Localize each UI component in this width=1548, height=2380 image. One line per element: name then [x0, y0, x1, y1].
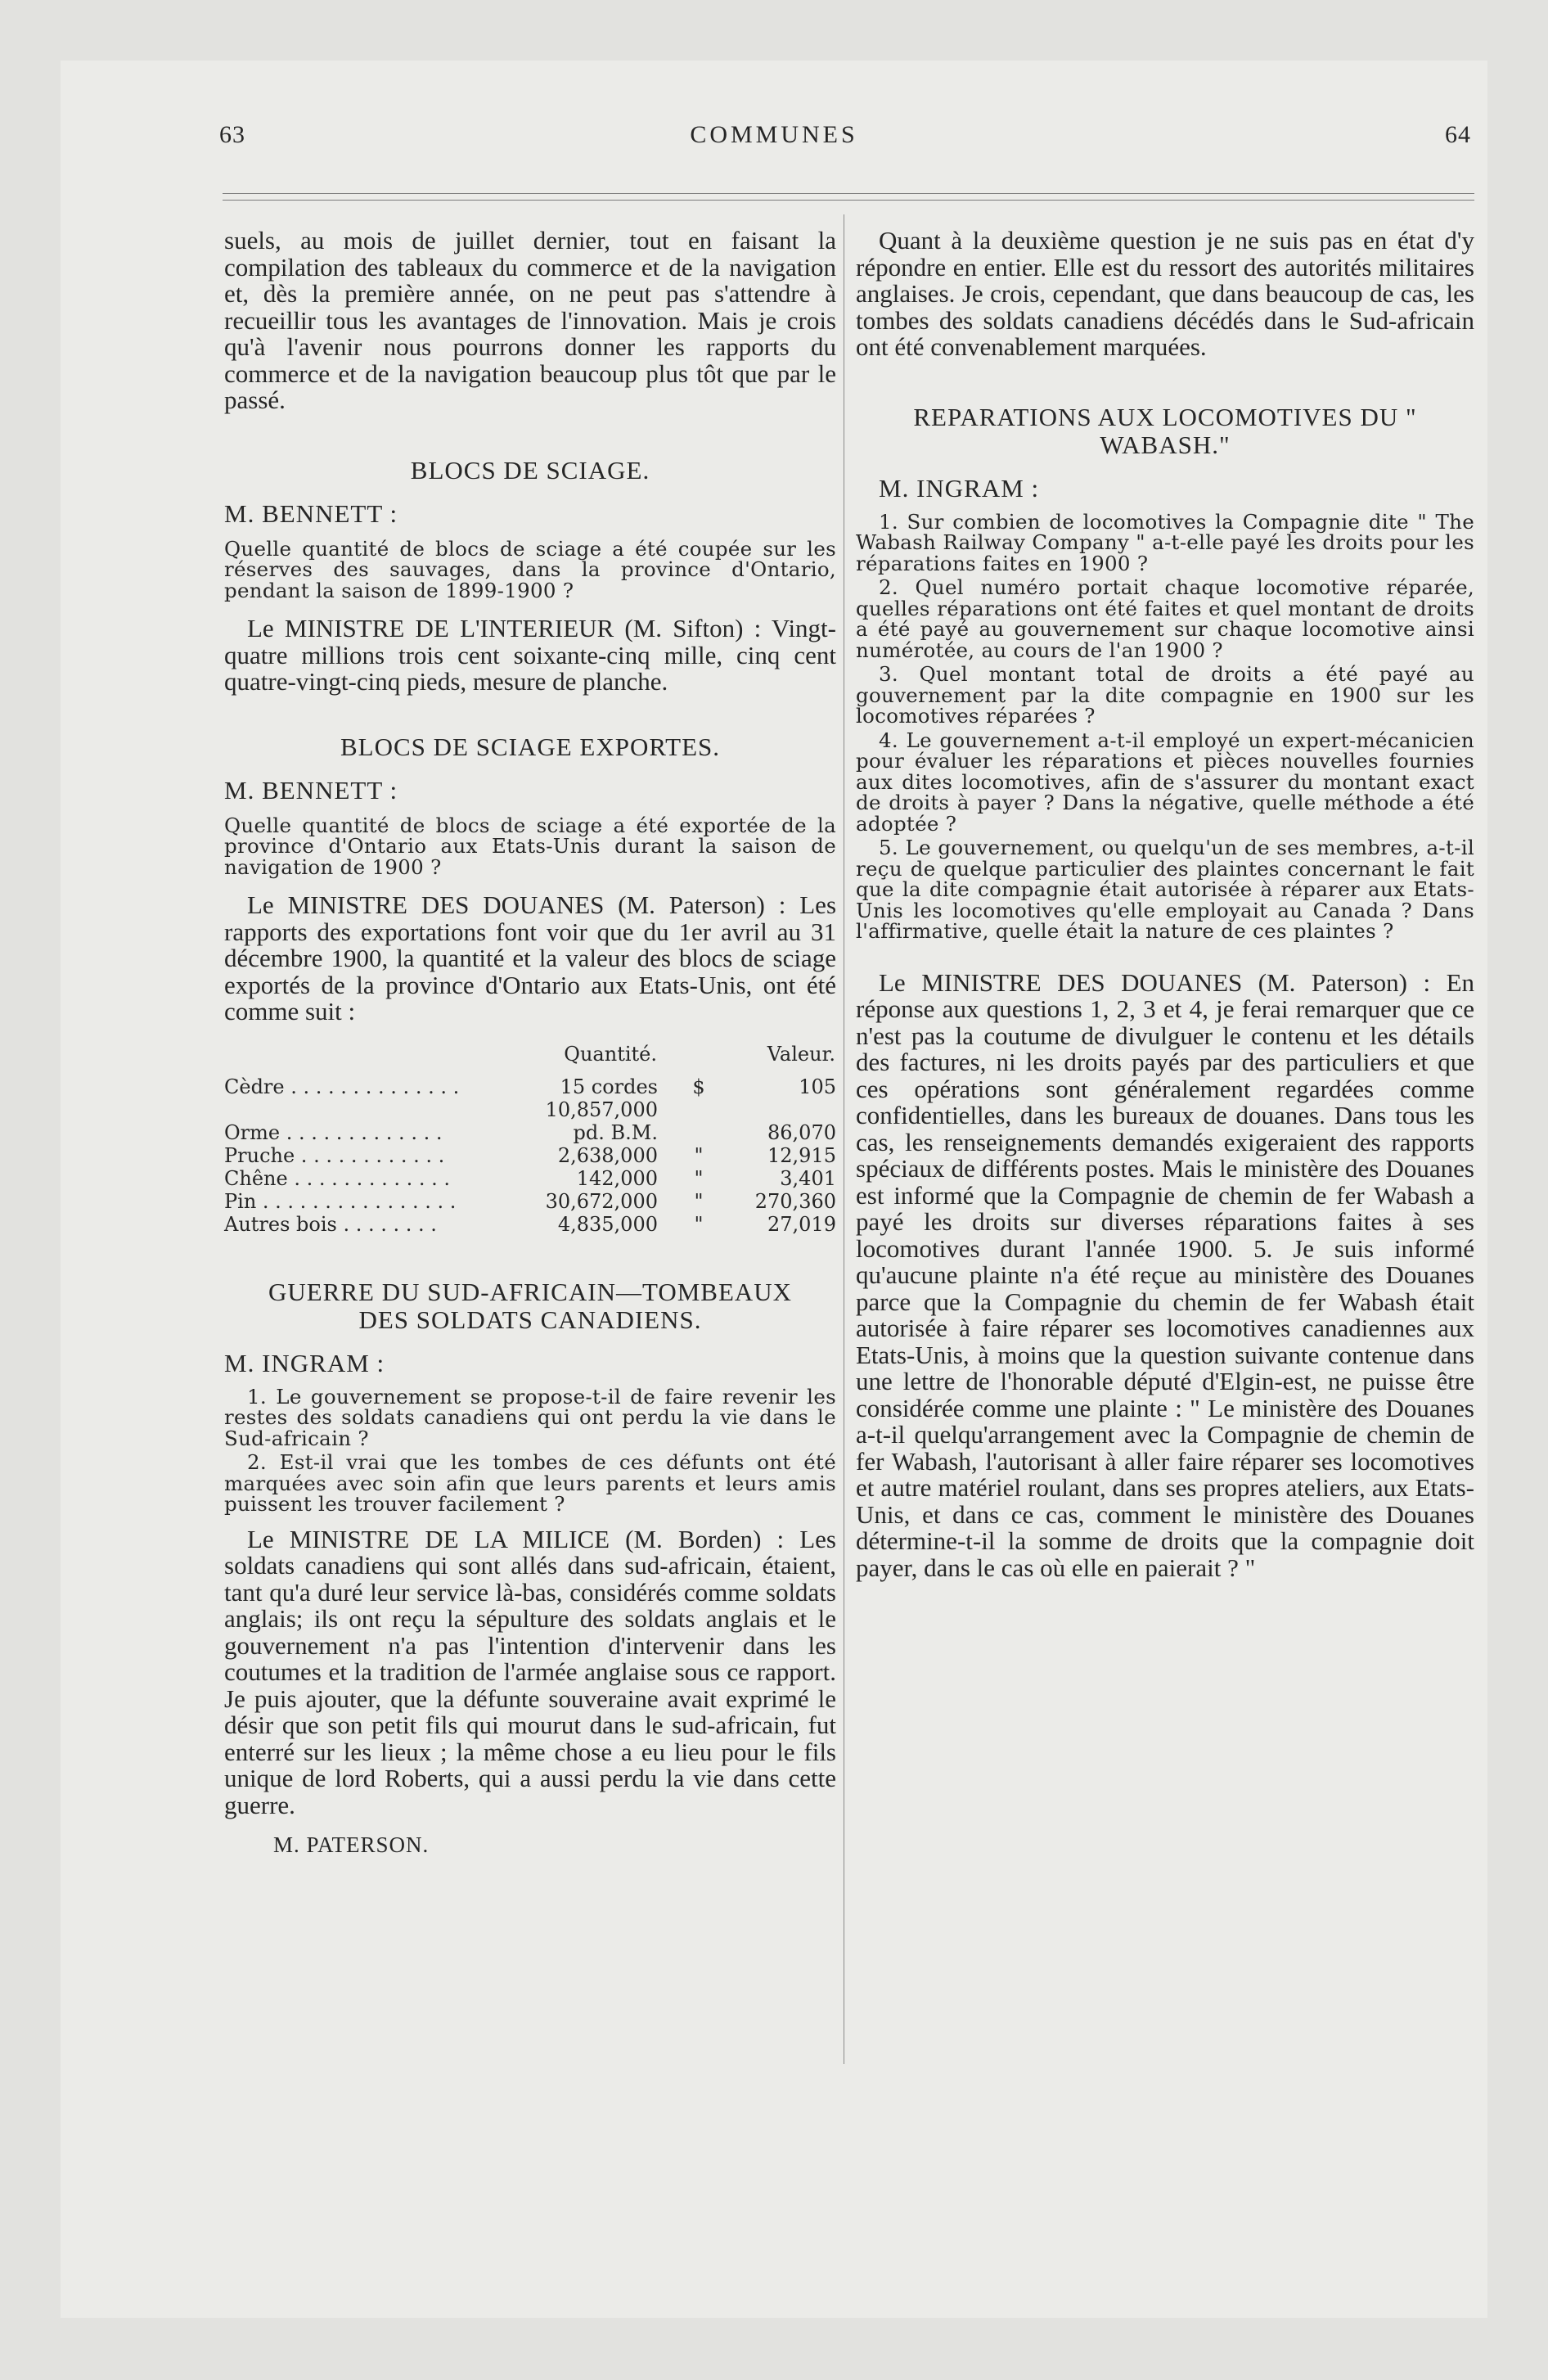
row-name: Autres bois . . . . . . . .	[224, 1212, 437, 1236]
right-column	[856, 228, 1474, 1581]
minister-name: Le MINISTRE DE L'INTERIEUR (M. Sifton) :	[247, 614, 762, 642]
answer-paragraph	[856, 967, 1475, 1582]
row-name: Cèdre . . . . . . . . . . . . . .	[224, 1075, 460, 1098]
header-rule-bottom	[223, 200, 1474, 201]
table-header-row	[224, 1042, 836, 1075]
answer-text: Les soldats canadiens qui sont allés dans sud-africain, étaient, tant qu'a duré leur service là-bas, considérés comme soldats anglais; ils ont reçu la sépulture des soldats anglais et le gouvernement n'a pas l'intention d'intervenir dans les coutumes et la tradition de l'armée anglaise sous ce rapport. Je puis ajouter, que la défunte souveraine avait exprimé le désir que son petit fils qui mourut dans le sud-africain, fut enterré sur les lieux ; la même chose a eu lieu pour le fils unique de lord Roberts, qui a aussi perdu la vie dans cette guerre.	[224, 1524, 836, 1819]
question-1: 1. Sur combien de locomotives la Compagnie dite " The Wabash Railway Company " a-t-elle payé les droits pour les réparations faites en 1900 ?	[856, 509, 1474, 575]
row-symbol: "	[694, 1143, 704, 1167]
row-symbol: "	[694, 1189, 704, 1213]
row-name: Pruche . . . . . . . . . . . .	[224, 1143, 445, 1167]
left-intro-paragraph: suels, au mois de juillet dernier, tout en faisant la compilation des tableaux du commerce et de la navigation et, dès la première année, on ne peut pas s'attendre à recueillir tous les avantages de l'innovation. Mais je crois qu'à l'avenir nous pourrons donner les rapports du commerce et de la navigation beaucoup plus tôt que par le passé.	[224, 226, 836, 414]
section-heading-guerre-sud-africain: GUERRE DU SUD-AFRICAIN—TOMBEAUX DES SOLDATS CANADIENS.	[268, 1277, 793, 1334]
right-intro-paragraph: Quant à la deuxième question je ne suis pas en état d'y répondre en entier. Elle est du ressort des autorités militaires anglaises. Je crois, cependant, que dans beaucoup de cas, les tombes des soldats canadiens décédés dans le Sud-africain ont été convenablement marquées.	[856, 226, 1474, 361]
row-value: 12,915	[767, 1143, 836, 1167]
table-row	[224, 1075, 836, 1098]
table-row	[224, 1190, 836, 1213]
table-row	[224, 1213, 836, 1236]
question-5: 5. Le gouvernement, ou quelqu'un de ses membres, a-t-il reçu de quelque particulier des plaintes concernant le fait que la dite compagnie était autorisée à réparer aux Etats-Unis les locomotives qu'elle employait au Canada ? Dans l'affirmative, quelle était la nature de ces plaintes ?	[856, 836, 1474, 943]
table-row	[224, 1167, 836, 1190]
table-row	[224, 1098, 836, 1144]
row-symbol	[658, 1098, 740, 1144]
answer-text: Les rapports des exportations font voir que du 1er avril au 31 décembre 1900, la quantité et la valeur des blocs de sciage exportés de la province d'Ontario aux Etats-Unis, ont été comme suit :	[224, 890, 837, 1025]
answer-text: Vingt-quatre millions trois cent soixante-cinq mille, cinq cent quatre-vingt-cinq pieds, mesure de planche.	[224, 614, 836, 696]
minister-name: Le MINISTRE DES DOUANES (M. Paterson) :	[247, 890, 786, 919]
row-quantity: 15 cordes	[560, 1075, 658, 1098]
question-1: 1. Le gouvernement se propose-t-il de faire revenir les restes des soldats canadiens qui ont perdu la vie dans le Sud-africain ?	[224, 1384, 836, 1450]
page-number-right: 64	[1445, 121, 1471, 148]
speaker-ingram: M. INGRAM :	[879, 473, 1040, 503]
speaker-ingram: M. INGRAM :	[224, 1348, 385, 1377]
speaker-bennett: M. BENNETT :	[224, 498, 398, 528]
minister-name: Le MINISTRE DES DOUANES (M. Paterson) :	[879, 967, 1431, 997]
row-name: Pin . . . . . . . . . . . . . . . .	[224, 1189, 457, 1213]
section-heading-blocs-de-sciage: BLOCS DE SCIAGE.	[410, 455, 650, 485]
running-header: COMMUNES	[690, 121, 858, 148]
minister-name: Le MINISTRE DE LA MILICE (M. Borden) :	[247, 1524, 785, 1553]
answer-text: En réponse aux questions 1, 2, 3 et 4, je ferai remarquer que ce n'est pas la coutume de divulguer le contenu et les détails des factures, ni les droits payés par des particuliers et que ces opérations sont généralement regardées comme confidentielles, dans les bureaux de douanes. Dans tous les cas, les renseignements demandés exigeraient des rapports spéciaux de différents postes. Mais le ministère des Douanes est informé que la Compagnie de chemin de fer Wabash a payé les droits sur diverses réparations faites à ses locomotives durant l'année 1900. 5. Je suis informé qu'aucune plainte n'a été reçue au ministère des Douanes parce que la Compagnie du chemin de fer Wabash était autorisée à faire réparer ses locomotives canadiennes aux Etats-Unis, à moins que la question suivante contenue dans une lettre de l'honorable député d'Elgin-est, ne puisse être considérée comme une plainte : " Le ministère des Douanes a-t-il quelqu'arrangement avec la Compagnie de chemin de fer Wabash, l'autorisant à aller faire réparer ses locomotives et autre matériel roulant, dans ses propres ateliers, aux Etats-Unis, et dans ce cas, comment le ministère des Douanes détermine-t-il la somme de droits que la compagnie doit payer, dans le cas où elle en paierait ? "	[856, 967, 1475, 1582]
table-row	[224, 1144, 836, 1167]
row-symbol: "	[694, 1166, 704, 1190]
row-value: 86,070	[767, 1120, 836, 1144]
row-value: 270,360	[754, 1189, 836, 1213]
header-rule-top	[223, 193, 1474, 194]
row-value: 3,401	[780, 1166, 836, 1190]
row-quantity: 2,638,000	[557, 1143, 658, 1167]
exports-table	[224, 1042, 836, 1236]
row-symbol: "	[694, 1212, 704, 1236]
question-2: 2. Est-il vrai que les tombes de ces défunts ont été marquées avec soin afin que leurs parents et leurs amis puissent les trouver facilement ?	[224, 1450, 836, 1516]
row-quantity: 4,835,000	[557, 1212, 658, 1236]
row-name: Chêne . . . . . . . . . . . . .	[224, 1166, 451, 1190]
row-quantity: 10,857,000 pd. B.M.	[545, 1098, 658, 1144]
answer-paragraph	[224, 615, 836, 696]
answer-paragraph	[224, 892, 836, 1025]
row-quantity: 142,000	[576, 1166, 658, 1190]
speaker-paterson: M. PATERSON.	[273, 1832, 430, 1857]
speaker-bennett: M. BENNETT :	[224, 775, 398, 805]
question-4: 4. Le gouvernement a-t-il employé un expert-mécanicien pour évaluer les réparations et pièces nouvelles fournies aux dites locomotives, afin de s'assurer du montant exact de droits à payer ? Dans la négative, quelle méthode a été adoptée ?	[856, 728, 1474, 836]
row-symbol: $	[692, 1075, 705, 1098]
row-value: 27,019	[767, 1212, 836, 1236]
question-text: Quelle quantité de blocs de sciage a été exportée de la province d'Ontario aux Etats-Unis durant la saison de navigation de 1900 ?	[224, 813, 836, 879]
table-header-blank	[224, 1042, 535, 1075]
answer-paragraph	[224, 1526, 836, 1819]
row-name: Orme . . . . . . . . . . . . .	[224, 1120, 443, 1144]
section-heading-blocs-exportes: BLOCS DE SCIAGE EXPORTES.	[340, 732, 721, 761]
question-text: Quelle quantité de blocs de sciage a été coupée sur les réserves des sauvages, dans la province d'Ontario, pendant la saison de 1899-1900 ?	[224, 536, 836, 602]
table-header-value: Valeur.	[767, 1042, 835, 1066]
question-2: 2. Quel numéro portait chaque locomotive réparée, quelles réparations ont été faites et quel montant de droits a été payé au gouvernement sur chaque locomotive ainsi numérotée, au cours de l'an 1900 ?	[856, 575, 1474, 662]
row-value: 105	[799, 1075, 836, 1098]
page-number-left: 63	[219, 121, 245, 148]
left-column	[224, 228, 836, 1858]
row-quantity: 30,672,000	[545, 1189, 658, 1213]
question-3: 3. Quel montant total de droits a été payé au gouvernement par la dite compagnie en 1900 sur les locomotives réparées ?	[856, 662, 1474, 728]
section-heading-reparations-wabash: REPARATIONS AUX LOCOMOTIVES DU " WABASH."	[913, 402, 1417, 459]
table-header-quantity: Quantité.	[564, 1042, 657, 1066]
